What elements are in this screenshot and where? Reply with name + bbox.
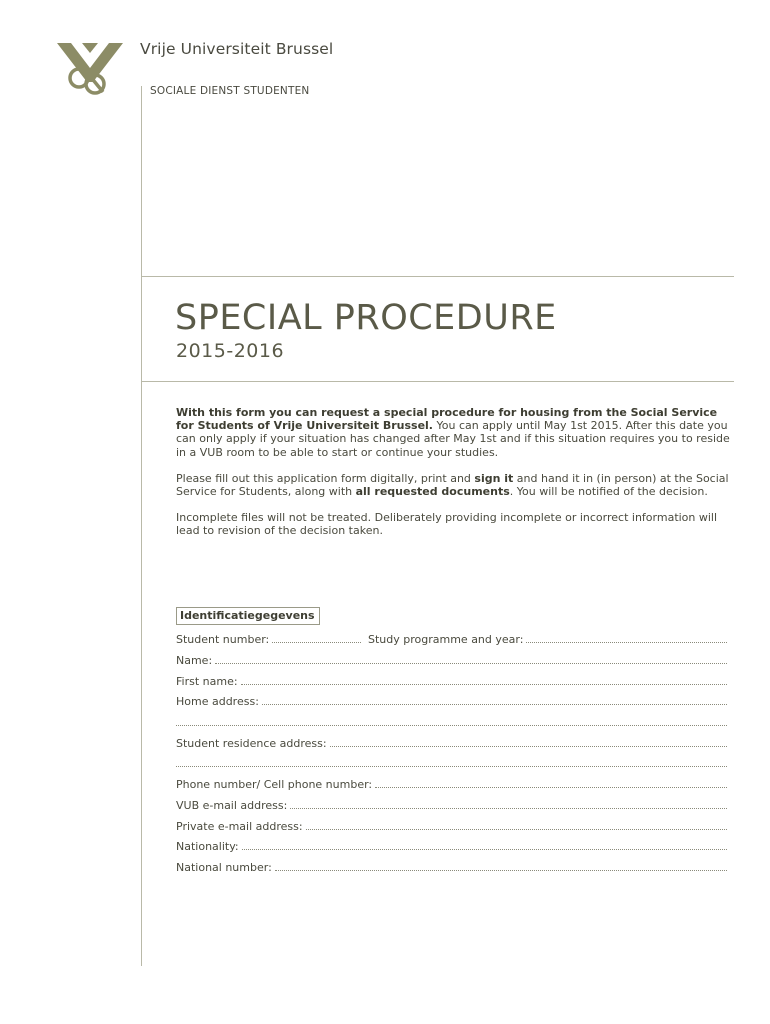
phone-label: Phone number/ Cell phone number: — [176, 778, 373, 791]
student-residence-label: Student residence address: — [176, 737, 327, 750]
private-email-line[interactable] — [306, 820, 727, 830]
title-bottom-rule — [141, 381, 734, 382]
study-programme-field[interactable] — [368, 633, 727, 647]
study-programme-label: Study programme and year: — [368, 633, 524, 646]
phone-field[interactable] — [176, 778, 727, 792]
national-number-field[interactable] — [176, 861, 727, 875]
intro-p2-documents: all requested documents — [355, 485, 510, 499]
document-year: 2015-2016 — [176, 340, 285, 362]
intro-p2-c: and hand it in (in person) at the Social Service for Students, along with — [176, 471, 729, 499]
home-address-line-2[interactable] — [176, 716, 727, 730]
intro-paragraph-3: Incomplete files will not be treated. Deliberately providing incomplete or incorrect information will lead to revision of the decision taken. — [176, 511, 718, 538]
vub-email-field[interactable] — [176, 799, 727, 813]
name-field[interactable] — [176, 654, 727, 668]
section-identification-label: Identificatiegegevens — [176, 607, 320, 625]
department-name: SOCIALE DIENST STUDENTEN — [150, 85, 310, 97]
intro-paragraph-2 — [176, 472, 732, 498]
vub-logo-icon — [55, 40, 125, 96]
first-name-label: First name: — [176, 675, 238, 688]
name-line[interactable] — [215, 654, 727, 664]
margin-rule — [141, 86, 142, 966]
national-number-label: National number: — [176, 861, 272, 874]
intro-p1-rest: You can apply until May 1st 2015. After this date you can only apply if your situation has changed after May 1st and if this situation requires you to reside in a VUB room to be able to start or continue your studies. — [176, 419, 730, 459]
home-address-field[interactable] — [176, 695, 727, 709]
university-name: Vrije Universiteit Brussel — [140, 40, 334, 58]
first-name-line[interactable] — [241, 675, 727, 685]
nationality-label: Nationality: — [176, 840, 239, 853]
vub-email-line[interactable] — [290, 799, 727, 809]
home-address-line[interactable] — [262, 695, 727, 705]
private-email-label: Private e-mail address: — [176, 820, 303, 833]
intro-paragraph-1 — [176, 406, 732, 459]
home-address-line-2-dots[interactable] — [176, 716, 727, 726]
national-number-line[interactable] — [275, 861, 727, 871]
intro-text — [176, 406, 732, 551]
nationality-field[interactable] — [176, 840, 727, 854]
intro-p2-a: Please fill out this application form digitally, print and — [176, 471, 475, 485]
private-email-field[interactable] — [176, 820, 727, 834]
student-residence-line-2[interactable] — [176, 757, 727, 771]
student-residence-field[interactable] — [176, 737, 727, 751]
intro-p1-bold: With this form you can request a special procedure for housing from the Social Service for Students of Vrije Universiteit Brussel. — [176, 406, 718, 433]
student-number-field[interactable] — [176, 633, 361, 647]
intro-p2-sign: sign it — [474, 471, 514, 485]
vub-email-label: VUB e-mail address: — [176, 799, 288, 812]
student-number-line[interactable] — [272, 633, 361, 643]
home-address-label: Home address: — [176, 695, 259, 708]
nationality-line[interactable] — [242, 840, 727, 850]
name-label: Name: — [176, 654, 213, 667]
document-title: SPECIAL PROCEDURE — [175, 298, 557, 338]
study-programme-line[interactable] — [526, 633, 727, 643]
title-top-rule — [141, 276, 734, 277]
student-residence-line[interactable] — [330, 737, 727, 747]
phone-line[interactable] — [375, 778, 727, 788]
student-number-label: Student number: — [176, 633, 270, 646]
intro-p2-d: . You will be notified of the decision. — [509, 485, 708, 499]
student-residence-line-2-dots[interactable] — [176, 757, 727, 767]
first-name-field[interactable] — [176, 675, 727, 689]
